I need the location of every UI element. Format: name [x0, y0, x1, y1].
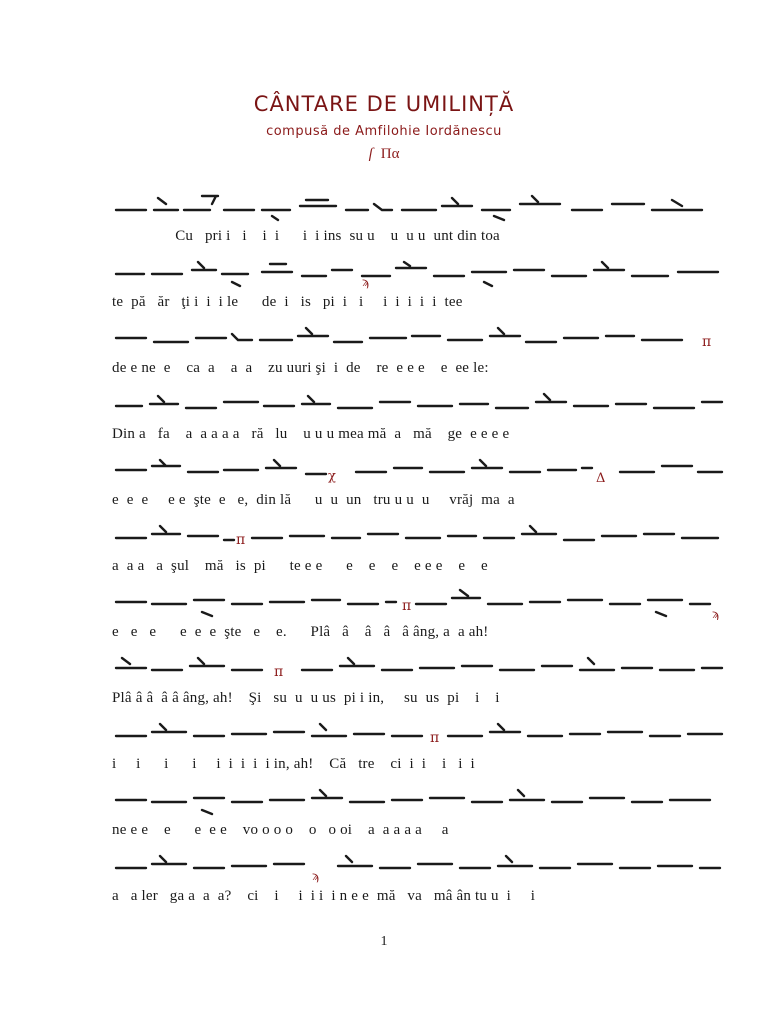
lyric-line-7: e e e e e e şte e e. Plâ â â â â âng, a a ah!	[112, 624, 489, 640]
page-number: 1	[380, 934, 388, 949]
neume-line-2	[112, 252, 732, 290]
lyric-line-5: e e e e e şte e e, din lă u u un tru u u u vrăj ma a	[112, 492, 515, 508]
lyric-line-11: a a ler ga a a a? ci i i i i i n e e mă va mâ ân tu u i i	[112, 888, 536, 904]
svg-text:π: π	[236, 532, 246, 548]
mode-label: Πα	[380, 146, 400, 162]
neume-line-8	[112, 648, 732, 686]
svg-text:π: π	[430, 730, 440, 746]
neume-line-10	[112, 780, 732, 818]
neume-line-4	[112, 384, 732, 422]
neume-line-5	[112, 450, 732, 488]
lyric-line-4: Din a fa a a a a a ră lu u u u mea mă a mă ge e e e e	[112, 426, 510, 442]
composer-line: compusă de Amfilohie Iordănescu	[266, 124, 502, 139]
hymn-title: CÂNTARE DE UMILINȚĂ	[253, 92, 515, 116]
svg-text:Δ: Δ	[596, 471, 606, 486]
lyric-line-2: te pă ăr ţi i i i le de i is pi i i i i i i i tee	[112, 294, 463, 310]
lyric-line-8: Plâ â â â â âng, ah! Şi su u u us pi i in, su us pi i i	[112, 690, 500, 706]
svg-text:π: π	[402, 598, 412, 614]
lyric-line-3: de e ne e ca a a a zu uuri şi i de re e e e e ee le:	[112, 360, 489, 376]
lyric-line-9: i i i i i i i i i in, ah! Că tre ci i i i i i	[112, 756, 475, 772]
mode-mark: ſ	[368, 146, 373, 162]
neume-line-3	[112, 318, 732, 356]
svg-text:ϡ: ϡ	[712, 607, 719, 620]
neume-line-7	[112, 582, 732, 620]
mode-signature	[0, 146, 768, 163]
svg-text:π: π	[274, 664, 284, 680]
svg-text:π: π	[702, 334, 712, 350]
svg-text:ϡ: ϡ	[362, 275, 369, 289]
lyric-line-1: Cu pri i i i i i i ins su u u u u unt din toa	[112, 228, 500, 244]
svg-text:χ: χ	[328, 469, 336, 484]
neume-line-6	[112, 516, 732, 554]
neume-line-1	[112, 186, 732, 224]
neume-line-11	[112, 846, 732, 884]
svg-text:ϡ: ϡ	[312, 869, 319, 883]
lyric-line-6: a a a a şul mă is pi te e e e e e e e e e e	[112, 558, 488, 574]
lyric-line-10: ne e e e e e e vo o o o o o oi a a a a a a	[112, 822, 449, 838]
neume-line-9	[112, 714, 732, 752]
